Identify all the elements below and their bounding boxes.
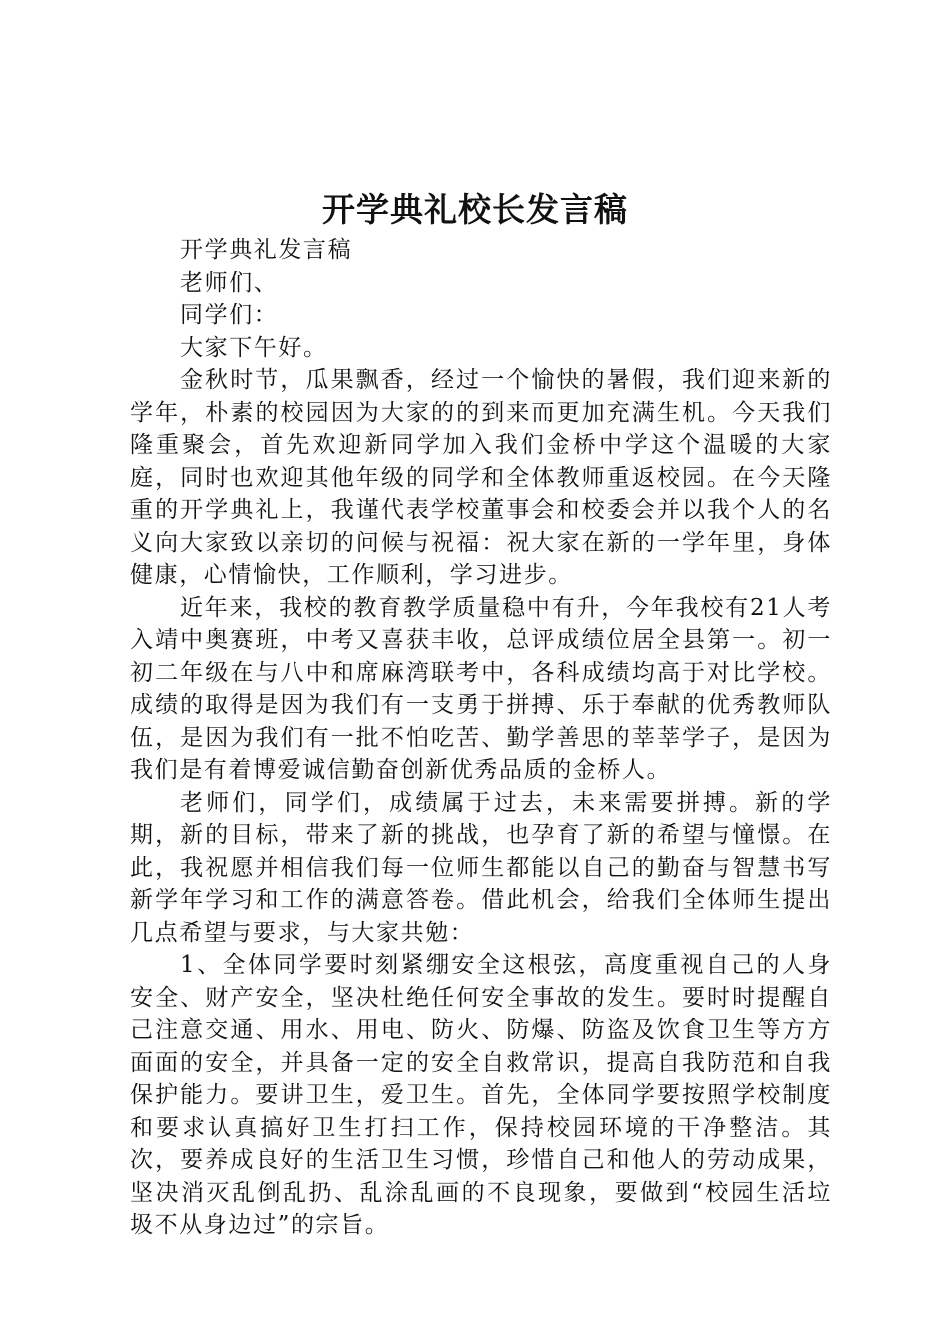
greeting-line: 大家下午好。 (180, 334, 328, 361)
salutation-teachers: 老师们、 (180, 269, 279, 296)
paragraph-opening: 金秋时节，瓜果飘香，经过一个愉快的暑假，我们迎来新的学年，朴素的校园因为大家的的到来而更加充满生机。今天我们隆重聚会，首先欢迎新同学加入我们金桥中学这个温暖的大家庭，同时也欢迎其他年级的同学和全体教师重返校园。在今天隆重的开学典礼上，我谨代表学校董事会和校委会并以我个人的名义向大家致以亲切的问候与祝福：祝大家在新的一学年里，身体健康，心情愉快，工作顺利，学习进步。 (130, 367, 832, 588)
salutation-students: 同学们： (180, 302, 279, 328)
paragraph-expectations: 老师们，同学们，成绩属于过去，未来需要拼搏。新的学期，新的目标，带来了新的挑战，也孕育了新的希望与憧憬。在此，我祝愿并相信我们每一位师生都能以自己的勤奋与智慧书写新学年学习和工作的满意答卷。借此机会，给我们全体师生提出几点希望与要求，与大家共勉： (130, 789, 832, 946)
paragraph-achievements: 近年来，我校的教育教学质量稳中有升，今年我校有21人考入靖中奥赛班，中考又喜获丰收，总评成绩位居全县第一。初一初二年级在与八中和席麻湾联考中，各科成绩均高于对比学校。成绩的取得是因为我们有一支勇于拼搏、乐于奉献的优秀教师队伍，是因为我们有一批不怕吃苦、勤学善思的莘莘学子，是因为我们是有着博爱诚信勤奋创新优秀品质的金桥人。 (130, 594, 832, 783)
document-body (130, 234, 832, 1242)
paragraph-requirement-1: 1、全体同学要时刻紧绷安全这根弦，高度重视自己的人身安全、财产安全，坚决杜绝任何安全事故的发生。要时时提醒自己注意交通、用水、用电、防火、防爆、防盗及饮食卫生等方方面面的安全，并具备一定的安全自救常识，提高自我防范和自我保护能力。要讲卫生，爱卫生。首先，全体同学要按照学校制度和要求认真搞好卫生打扫工作，保持校园环境的干净整洁。其次，要养成良好的生活卫生习惯，珍惜自己和他人的劳动成果，坚决消灭乱倒乱扔、乱涂乱画的不良现象，要做到“校园生活垃圾不从身边过”的宗旨。 (130, 952, 832, 1238)
subtitle-line: 开学典礼发言稿 (180, 237, 353, 263)
document-title: 开学典礼校长发言稿 (322, 190, 628, 229)
